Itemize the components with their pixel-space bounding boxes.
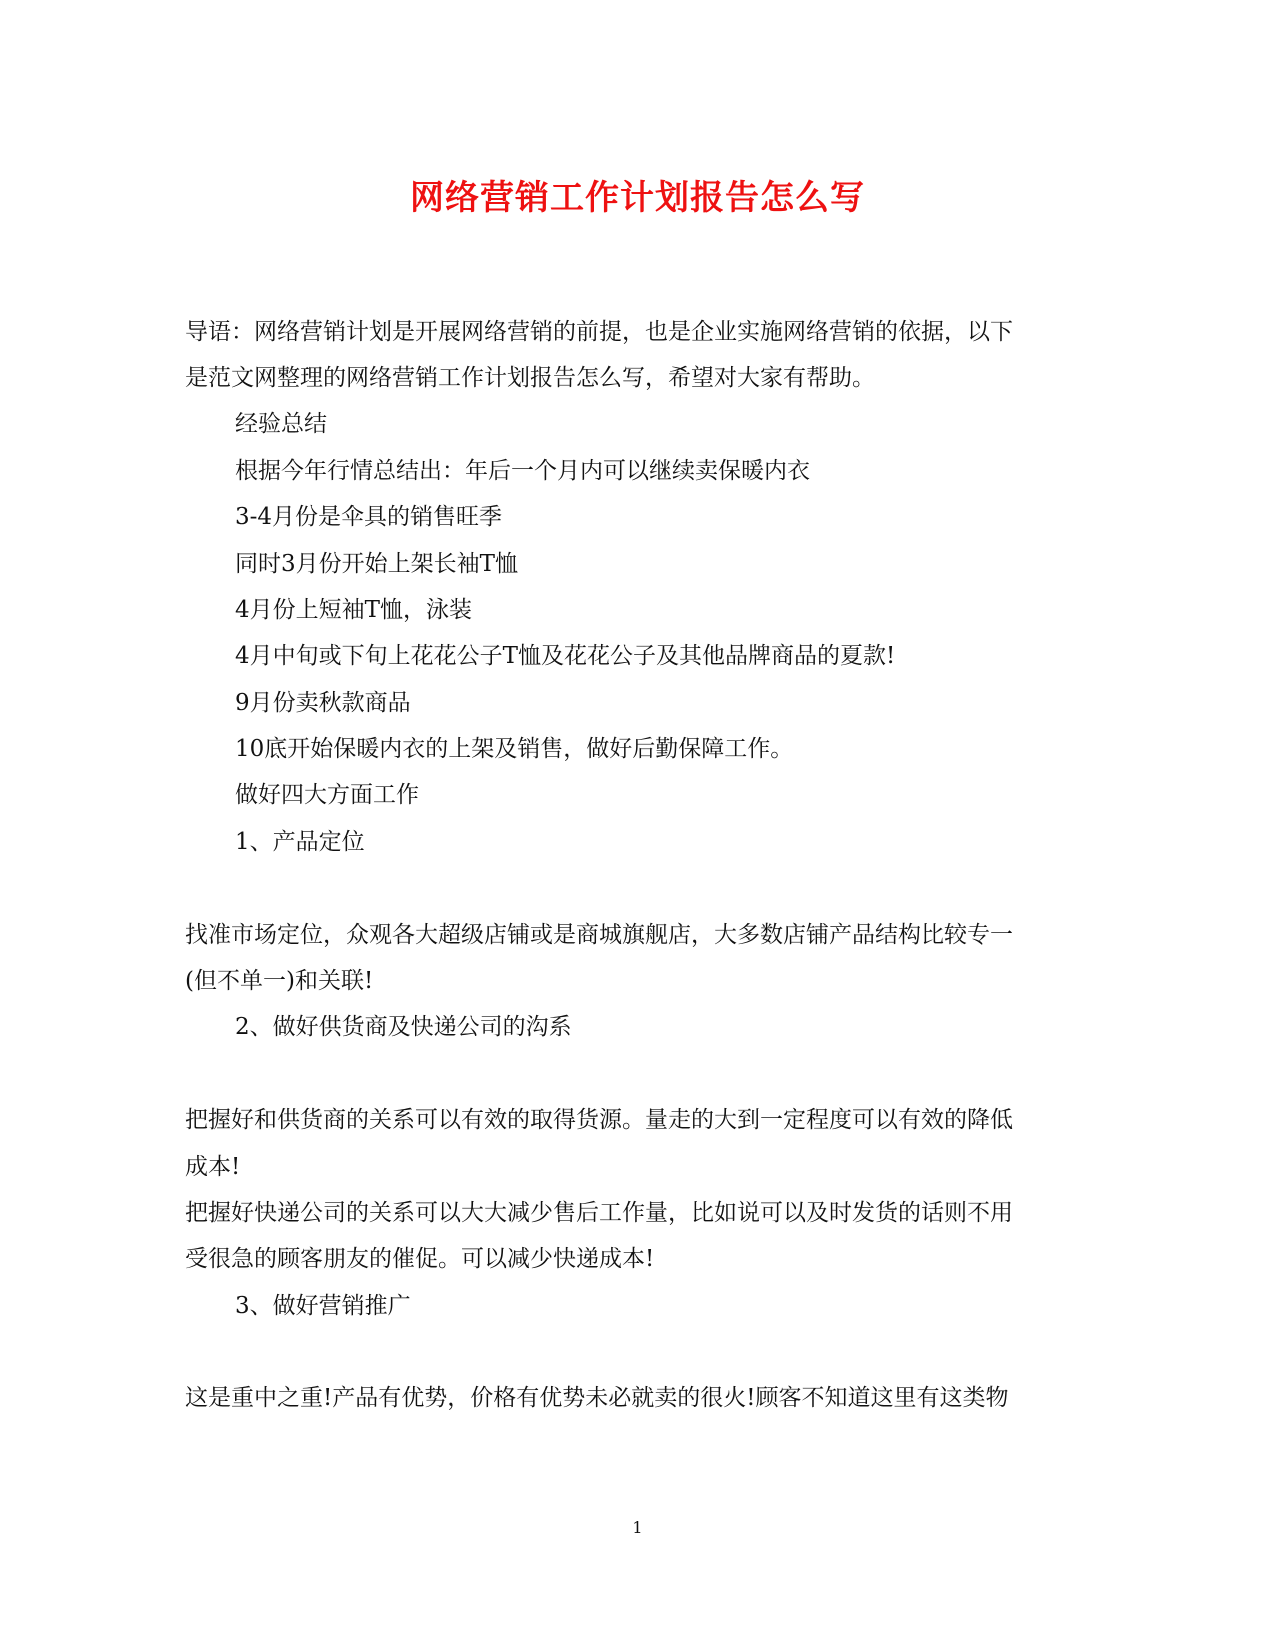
paragraph-line: 导语：网络营销计划是开展网络营销的前提，也是企业实施网络营销的依据，以下 — [185, 319, 1013, 345]
paragraph-line: 根据今年行情总结出：年后一个月内可以继续卖保暖内衣 — [235, 458, 810, 484]
section-heading: 3、做好营销推广 — [235, 1293, 411, 1319]
paragraph-line: 3-4月份是伞具的销售旺季 — [235, 504, 503, 530]
paragraph-line: 10底开始保暖内衣的上架及销售，做好后勤保障工作。 — [235, 736, 794, 762]
paragraph-line: 把握好和供货商的关系可以有效的取得货源。量走的大到一定程度可以有效的降低 — [185, 1107, 1013, 1133]
paragraph-line: 成本! — [185, 1154, 241, 1180]
paragraph-line: 经验总结 — [235, 411, 327, 437]
paragraph-line: 9月份卖秋款商品 — [235, 690, 411, 716]
paragraph-line: (但不单一)和关联! — [185, 968, 374, 994]
paragraph-line: 是范文网整理的网络营销工作计划报告怎么写，希望对大家有帮助。 — [185, 365, 875, 391]
section-heading: 1、产品定位 — [235, 829, 365, 855]
paragraph-line: 同时3月份开始上架长袖T恤 — [235, 551, 518, 577]
paragraph-line: 做好四大方面工作 — [235, 782, 419, 808]
paragraph-line: 这是重中之重!产品有优势，价格有优势未必就卖的很火!顾客不知道这里有这类物 — [185, 1385, 1009, 1411]
document-title: 网络营销工作计划报告怎么写 — [410, 178, 865, 218]
paragraph-line: 把握好快递公司的关系可以大大减少售后工作量，比如说可以及时发货的话则不用 — [185, 1200, 1013, 1226]
paragraph-line: 找准市场定位，众观各大超级店铺或是商城旗舰店，大多数店铺产品结构比较专一 — [185, 922, 1013, 948]
paragraph-line: 4月份上短袖T恤，泳装 — [235, 597, 472, 623]
paragraph-line: 受很急的顾客朋友的催促。可以减少快递成本! — [185, 1246, 655, 1272]
paragraph-line: 4月中旬或下旬上花花公子T恤及花花公子及其他品牌商品的夏款! — [235, 643, 896, 669]
page-number: 1 — [632, 1518, 643, 1537]
section-heading: 2、做好供货商及快递公司的沟系 — [235, 1014, 572, 1040]
